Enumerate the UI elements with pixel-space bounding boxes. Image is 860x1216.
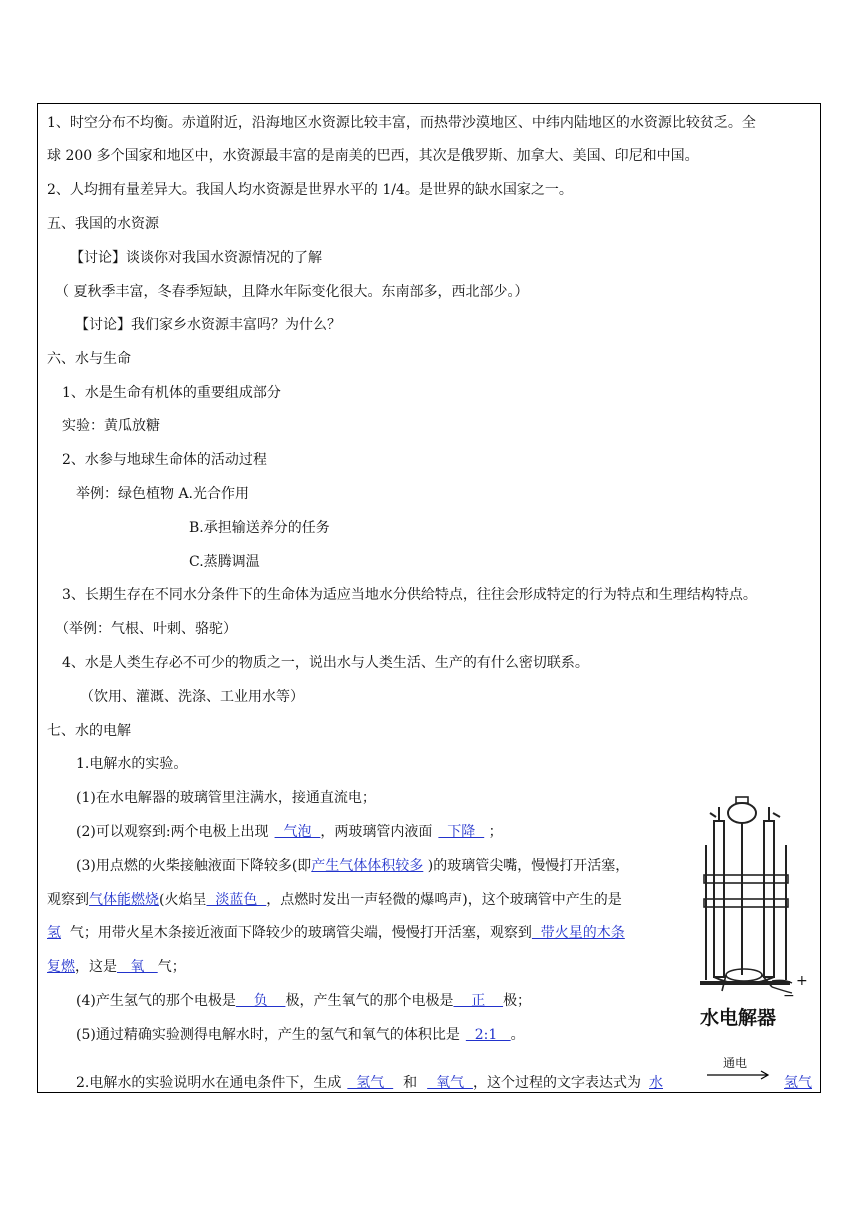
- sub-2-text-c: ，这个过程的文字表达式为: [472, 1075, 641, 1091]
- distribution-item-2: 2、人均拥有量差异大。我国人均水资源是世界水平的 1/4。是世界的缺水国家之一。: [47, 182, 573, 198]
- sub-2-answer-hydrogen-product: 氢气: [784, 1075, 812, 1091]
- section-7-step-3-line-2: [47, 890, 622, 910]
- section-6-item-3: 3、长期生存在不同水分条件下的生命体为适应当地水分供给特点，往往会形成特定的行为特点和生理结构特点。: [62, 587, 757, 603]
- step-3-answer-hydrogen: 氢: [47, 925, 61, 941]
- distribution-item-1-line-a: 1、时空分布不均衡。赤道附近，沿海地区水资源比较丰富，而热带沙漠地区、中纬内陆地区的水资源比较贫乏。全: [47, 115, 756, 131]
- section-6-experiment: 实验：黄瓜放糖: [62, 418, 160, 434]
- step-3-text-d: ，点燃时发出一声轻微的爆鸣声)，这个玻璃管中产生的是: [266, 892, 622, 908]
- distribution-item-1-line-b: 球 200 多个国家和地区中，水资源最丰富的是南美的巴西，其次是俄罗斯、加拿大、美国、印尼和中国。: [47, 148, 699, 164]
- section-7-step-2: [76, 822, 503, 842]
- arrow-label-electricity: 通电: [723, 1056, 748, 1070]
- step-3-text-b: )的玻璃管尖嘴，慢慢打开活塞，: [423, 858, 630, 874]
- positive-terminal-label: +: [796, 973, 808, 989]
- step-5-text-b: 。: [510, 1027, 525, 1043]
- step-3-answer-more-gas: 产生气体体积较多: [311, 858, 424, 874]
- step-3-answer-pale-blue: 淡蓝色: [206, 892, 267, 908]
- step-3-text-f: ，这是: [75, 959, 117, 975]
- step-3-text-a: (3)用点燃的火柴接触液面下降较多(即: [76, 858, 312, 874]
- step-5-text-a: (5)通过精确实验测得电解水时，产生的氢气和氧气的体积比是: [76, 1027, 460, 1043]
- step-4-answer-positive: 正: [453, 993, 504, 1009]
- step-3-observe-label: 观察到: [47, 892, 89, 908]
- step-2-text-c: ；: [484, 824, 503, 840]
- section-5-discussion-1: 【讨论】谈谈你对我国水资源情况的了解: [70, 250, 322, 266]
- sub-2-product-hydrogen: [784, 1073, 812, 1093]
- step-3-answer-oxygen: 氧: [117, 959, 158, 975]
- section-7-step-4: [76, 991, 531, 1011]
- section-7-sub-1: 1.电解水的实验。: [76, 756, 188, 772]
- negative-terminal-label: −: [783, 988, 795, 1004]
- reaction-arrow: [707, 1056, 773, 1084]
- section-6-item-4-answer: （饮用、灌溉、洗涤、工业用水等）: [80, 689, 304, 705]
- arrow-icon: [707, 1056, 773, 1084]
- sub-2-answer-oxygen: 氧气: [427, 1075, 473, 1091]
- step-3-text-g: 气；: [157, 959, 186, 975]
- sub-2-text-and: 和: [403, 1075, 418, 1091]
- section-7-step-3-line-3: [47, 923, 625, 943]
- sub-2-answer-water: 水: [648, 1075, 663, 1091]
- step-4-text-b: 极，产生氧气的那个电极是: [285, 993, 454, 1009]
- sub-2-answer-hydrogen: 氢气: [347, 1075, 394, 1091]
- section-6-example-b: B.承担输送养分的任务: [189, 520, 330, 536]
- diagram-caption: 水电解器: [700, 1007, 777, 1029]
- section-6-item-1: 1、水是生命有机体的重要组成部分: [62, 385, 281, 401]
- section-7-heading: 七、水的电解: [47, 723, 131, 739]
- section-7-step-5: [76, 1025, 525, 1045]
- step-2-text-b: ，两玻璃管内液面: [320, 824, 433, 840]
- step-4-answer-negative: 负: [235, 993, 286, 1009]
- step-3-text-c: (火焰呈: [159, 892, 207, 908]
- section-6-item-2: 2、水参与地球生命体的活动过程: [62, 452, 267, 468]
- section-7-step-1: (1)在水电解器的玻璃管里注满水，接通直流电；: [76, 790, 376, 806]
- step-5-answer-ratio: 2:1: [465, 1027, 511, 1043]
- section-6-item-4: 4、水是人类生存必不可少的物质之一，说出水与人类生活、生产的有什么密切联系。: [62, 655, 589, 671]
- step-3-text-e: 气；用带火星木条接近液面下降较少的玻璃管尖端，慢慢打开活塞，观察到: [61, 925, 532, 941]
- section-5-discussion-2: 【讨论】我们家乡水资源丰富吗？为什么？: [75, 317, 341, 333]
- section-5-heading: 五、我国的水资源: [47, 216, 159, 232]
- step-4-text-c: 极；: [503, 993, 532, 1009]
- section-6-heading: 六、水与生命: [47, 351, 131, 367]
- section-5-answer-1: （ 夏秋季丰富，冬春季短缺，且降水年际变化很大。东南部多，西北部少。）: [55, 284, 529, 300]
- step-3-answer-burns: 气体能燃烧: [89, 892, 159, 908]
- section-6-example-c: C.蒸腾调温: [189, 554, 260, 570]
- sub-2-text-a: 2.电解水的实验说明水在通电条件下，生成: [76, 1075, 342, 1091]
- step-2-answer-bubbles: 气泡: [274, 824, 321, 840]
- step-2-answer-drop: 下降: [438, 824, 485, 840]
- step-2-text-a: (2)可以观察到:两个电极上出现: [76, 824, 269, 840]
- section-6-example-a: 举例：绿色植物 A.光合作用: [76, 486, 250, 502]
- section-7-step-3-line-1: [76, 856, 629, 876]
- section-7-sub-2: [76, 1073, 663, 1093]
- section-7-step-3-line-4: [47, 957, 186, 977]
- step-3-answer-rekindles: 复燃: [47, 959, 75, 975]
- section-6-item-3-example: （举例：气根、叶刺、骆驼）: [55, 621, 237, 637]
- step-3-answer-glowing-splint: 带火星的木条: [531, 925, 625, 941]
- step-4-text-a: (4)产生氢气的那个电极是: [76, 993, 236, 1009]
